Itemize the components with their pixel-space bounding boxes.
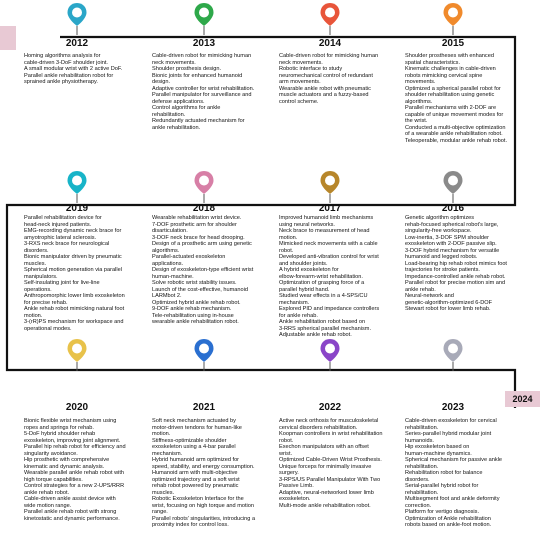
milestone-item: Wearable ankle robot with pneumatic muscle actuators and a fuzzy-based control scheme.: [279, 85, 371, 105]
milestone-item: Parallel hip rehab robot for efficiency and singularity avoidance.: [24, 444, 126, 457]
year-label-2016: 2016: [441, 203, 465, 214]
milestone-item: Series-parallel hybrid modular joint humanoids.: [405, 431, 492, 444]
milestone-item: EMG-recording dynamic neck brace for amyotrophic lateral sclerosis.: [24, 228, 122, 241]
milestone-item: Homing algorithms analysis for cable-driven 3-DoF shoulder joint.: [24, 53, 108, 66]
milestone-item: Hip exoskeleton based on human-machine dynamics.: [405, 444, 472, 457]
milestone-item: Improved humanoid limb mechanisms using neural networks.: [279, 215, 374, 228]
milestone-item: Self-insulating joint for live-line operations.: [24, 280, 100, 293]
milestone-item: Conducted a multi-objective optimization of a wearable ankle rehabilitation robot.: [405, 124, 506, 137]
milestone-list-2015: [405, 53, 529, 144]
map-pin-icon: [193, 170, 215, 204]
milestone-item: Wearable parallel ankle rehab robot with high torque capabilities.: [24, 470, 125, 483]
year-label-2013: 2013: [192, 38, 216, 49]
milestone-item: Control strategies for a new 2-UPS/RRR ankle rehab robot.: [24, 483, 125, 496]
map-pin-icon: [319, 170, 341, 204]
year-label-2018: 2018: [192, 203, 216, 214]
year-label-2017: 2017: [318, 203, 342, 214]
end-year-tag: 2024: [505, 391, 540, 407]
milestone-item: Wearable rehabilitation wrist device.: [152, 215, 242, 221]
milestone-item: Impedance-controlled ankle rehab robot.: [405, 273, 506, 280]
milestone-item: Neck brace to measurement of head motion.: [279, 228, 370, 241]
year-label-2015: 2015: [441, 38, 465, 49]
milestone-item: Parallel-actuated exoskeleton applications.: [152, 254, 226, 267]
milestone-list-2019: [24, 215, 148, 332]
milestone-list-2014: [279, 53, 403, 105]
map-pin-icon: [442, 338, 464, 372]
milestone-item: A hybrid exoskeleton for elbow-forearm-wrist rehabilitation.: [279, 267, 363, 280]
year-label-2022: 2022: [318, 402, 342, 413]
milestone-item: Hip prosthetic with comprehensive kinematic and dynamic analysis.: [24, 457, 110, 470]
milestone-list-2016: [405, 215, 529, 313]
year-label-2012: 2012: [65, 38, 89, 49]
year-label-2020: 2020: [65, 402, 89, 413]
milestone-item: Low-inertia, 3-DOF SPM shoulder exoskeleton with 2-DOF passive slip.: [405, 234, 497, 247]
milestone-item: Launch of the cost-effective, humanoid LARMbot 2.: [152, 286, 248, 299]
milestone-item: Adaptive controller for wrist rehabilitation.: [152, 85, 255, 92]
milestone-item: 3-(rR)PS mechanism for workspace and operational modes.: [24, 319, 124, 332]
map-pin-icon: [193, 338, 215, 372]
milestone-item: Tele-rehabilitation using in-house wearable ankle rehabilitation robot.: [152, 312, 239, 325]
milestone-item: Robotic Exoskeleton Interface for the wrist, focusing on high torque and motion range.: [152, 496, 254, 515]
map-pin-icon: [442, 170, 464, 204]
milestone-item: Kinematic challenges in cable-driven robots mimicking cervical spine movements.: [405, 66, 496, 85]
milestone-list-2013: [152, 53, 276, 131]
milestone-item: Explored PID and impedance controllers for ankle rehab.: [279, 306, 380, 319]
milestone-item: Stiffness-optimizable shoulder exoskeleton using a 4-bar parallel mechanism.: [152, 437, 236, 457]
milestone-item: 7-DOF prosthetic arm for shoulder disarticulation.: [152, 221, 237, 234]
map-pin-icon: [66, 2, 88, 36]
milestone-list-2017: [279, 215, 403, 339]
milestone-item: Cable-driven exoskeleton for cervical rehabilitation.: [405, 418, 497, 431]
year-label-2014: 2014: [318, 38, 342, 49]
milestone-item: Shoulder prostheses with enhanced spatial characteristics.: [405, 53, 494, 66]
milestone-item: Exechon manipulators with an offset wrist.: [279, 444, 369, 457]
milestone-item: A small modular wrist with 2 active DoF.: [24, 66, 123, 72]
milestone-item: Parallel rehabilitation device for head-neck injured patients.: [24, 215, 102, 228]
milestone-item: Optimization of Ankle rehabilitation robots based on ankle-foot motion.: [405, 515, 492, 528]
milestone-item: 9-DOF ankle rehab mechanism.: [152, 306, 232, 312]
milestone-item: Cable-driven robot for mimicking human neck movements.: [279, 53, 379, 66]
milestone-item: Koopman controllers in wrist rehabilitation robot.: [279, 431, 383, 444]
milestone-list-2023: [405, 418, 529, 529]
milestone-list-2021: [152, 418, 276, 529]
milestone-item: Shoulder prosthesis design.: [152, 66, 222, 72]
milestone-list-2012: [24, 53, 148, 86]
milestone-item: Optimized Cable-Driven Wrist Prosthesis.: [279, 457, 382, 463]
milestone-item: Parallel manipulator for surveillance and defense applications.: [152, 92, 252, 105]
milestone-item: Design of exoskeleton-type efficient wrist human-machine.: [152, 267, 254, 280]
milestone-item: Neural-network and genetic-algorithm-optimized 6-DOF Stewart robot for lower limb rehab.: [405, 293, 493, 312]
milestone-item: Developed anti-vibration control for wrist and shoulder joints.: [279, 254, 379, 267]
map-pin-icon: [319, 2, 341, 36]
milestone-item: Multisegment foot and ankle deformity correction.: [405, 496, 500, 509]
milestone-item: Platform for vertigo diagnosis.: [405, 509, 479, 515]
milestone-item: Adaptive, neural-networked lower limb exoskeleton.: [279, 489, 374, 502]
milestone-item: Anthropomorphic lower limb exoskeleton for precise rehab.: [24, 293, 125, 306]
milestone-item: Serial-parallel hybrid robot for rehabilitation.: [405, 483, 479, 496]
milestone-item: Robotic interface to study neuromechanical control of redundant arm movements.: [279, 66, 373, 85]
milestone-item: Parallel robot for precise motion sim and ankle rehab.: [405, 280, 506, 293]
milestone-item: Cable-driven robot for mimicking human neck movements.: [152, 53, 252, 66]
milestone-item: Solve robotic wrist stability issues.: [152, 280, 237, 286]
milestone-list-2022: [279, 418, 403, 509]
milestone-item: 5-DoF hybrid shoulder rehab exoskeleton, improving joint alignment.: [24, 431, 121, 444]
milestone-item: 3-RPS/US Parallel Manipulator With Two Passive Limb.: [279, 476, 381, 489]
map-pin-icon: [66, 338, 88, 372]
milestone-item: Bionic flexible wrist mechanism using ropes and springs for rehab.: [24, 418, 117, 431]
milestone-list-2018: [152, 215, 276, 326]
milestone-item: Parallel mechanisms with 2-DOF are capable of unique movement modes for the wrist.: [405, 105, 504, 124]
milestone-item: Control algorithms for ankle rehabilitation.: [152, 105, 221, 118]
milestone-item: Design of a prosthetic arm using genetic algorithms.: [152, 241, 252, 254]
start-marker: [0, 26, 16, 50]
milestone-item: Load-bearing hip rehab robot mimics foot trajectories for stroke patients.: [405, 260, 507, 273]
milestone-item: Bionic manipulator driven by pneumatic muscles.: [24, 254, 122, 267]
year-label-2023: 2023: [441, 402, 465, 413]
milestone-item: 3-DOF hybrid mechanism for versatile humanoid and legged robots.: [405, 247, 500, 260]
milestone-item: Genetic algorithm optimizes rehab-focused spherical robot's large, singularity-free workspace.: [405, 215, 499, 234]
milestone-item: Active neck orthosis for musculoskeletal cervical disorders rehabilitation.: [279, 418, 379, 431]
milestone-item: Unique forceps for minimally invasive surgery.: [279, 463, 372, 476]
milestone-list-2020: [24, 418, 148, 522]
map-pin-icon: [193, 2, 215, 36]
year-label-2021: 2021: [192, 402, 216, 413]
milestone-item: Spherical mechanism for passive ankle rehabilitation.: [405, 457, 503, 470]
milestone-item: Mimicked neck movements with a cable robot.: [279, 241, 378, 254]
milestone-item: Teleoperable, modular ankle rehab robot.: [405, 137, 507, 144]
map-pin-icon: [442, 2, 464, 36]
map-pin-icon: [319, 338, 341, 372]
map-pin-icon: [66, 170, 88, 204]
milestone-item: Bionic joints for enhanced humanoid design.: [152, 72, 243, 85]
milestone-item: Adjustable ankle rehab robot.: [279, 332, 352, 338]
milestone-item: Soft neck mechanism actuated by motor-driven tendons for human-like motion.: [152, 418, 242, 437]
milestone-item: Optimized hybrid ankle rehab robot.: [152, 299, 241, 306]
milestone-item: Optimization of grasping force of a parallel hybrid hand.: [279, 280, 365, 293]
milestone-item: Studied wear effects in a 4-SPS/CU mechanism.: [279, 293, 368, 306]
milestone-item: 3-RXS neck brace for neurological disorders.: [24, 241, 110, 254]
milestone-item: Redundantly actuated mechanism for ankle rehabilitation.: [152, 118, 245, 131]
milestone-item: Optimized a spherical parallel robot for shoulder rehabilitation using genetic algorithms.: [405, 85, 501, 105]
milestone-item: Humanoid arm with multi-objective optimized trajectory and a soft wrist rehab robot powered by pneumatic muscles.: [152, 470, 240, 496]
milestone-item: Hybrid humanoid arm optimized for speed, stability, and energy consumption.: [152, 457, 255, 470]
milestone-item: 3-DOF neck brace for head drooping.: [152, 234, 245, 241]
milestone-item: Spherical motion generation via parallel manipulators.: [24, 267, 122, 280]
year-label-2019: 2019: [65, 203, 89, 214]
milestone-item: Multi-mode ankle rehabilitation robot.: [279, 502, 371, 509]
milestone-item: Ankle rehab robot mimicking natural foot motion.: [24, 306, 125, 319]
milestone-item: Parallel ankle rehab robot with strong kinetostatic and dynamic performance.: [24, 509, 120, 522]
milestone-item: Parallel ankle rehabilitation robot for sprained ankle physiotherapy.: [24, 72, 114, 85]
milestone-item: Parallel robots' singularities, introducing a proximity index for control loss.: [152, 515, 256, 528]
milestone-item: Cable-driven ankle assist device with wide motion range.: [24, 496, 116, 509]
milestone-item: Rehabilitation robot for balance disorders.: [405, 470, 483, 483]
milestone-item: Ankle rehabilitation robot based on 3-RRS spherical parallel mechanism.: [279, 319, 372, 332]
